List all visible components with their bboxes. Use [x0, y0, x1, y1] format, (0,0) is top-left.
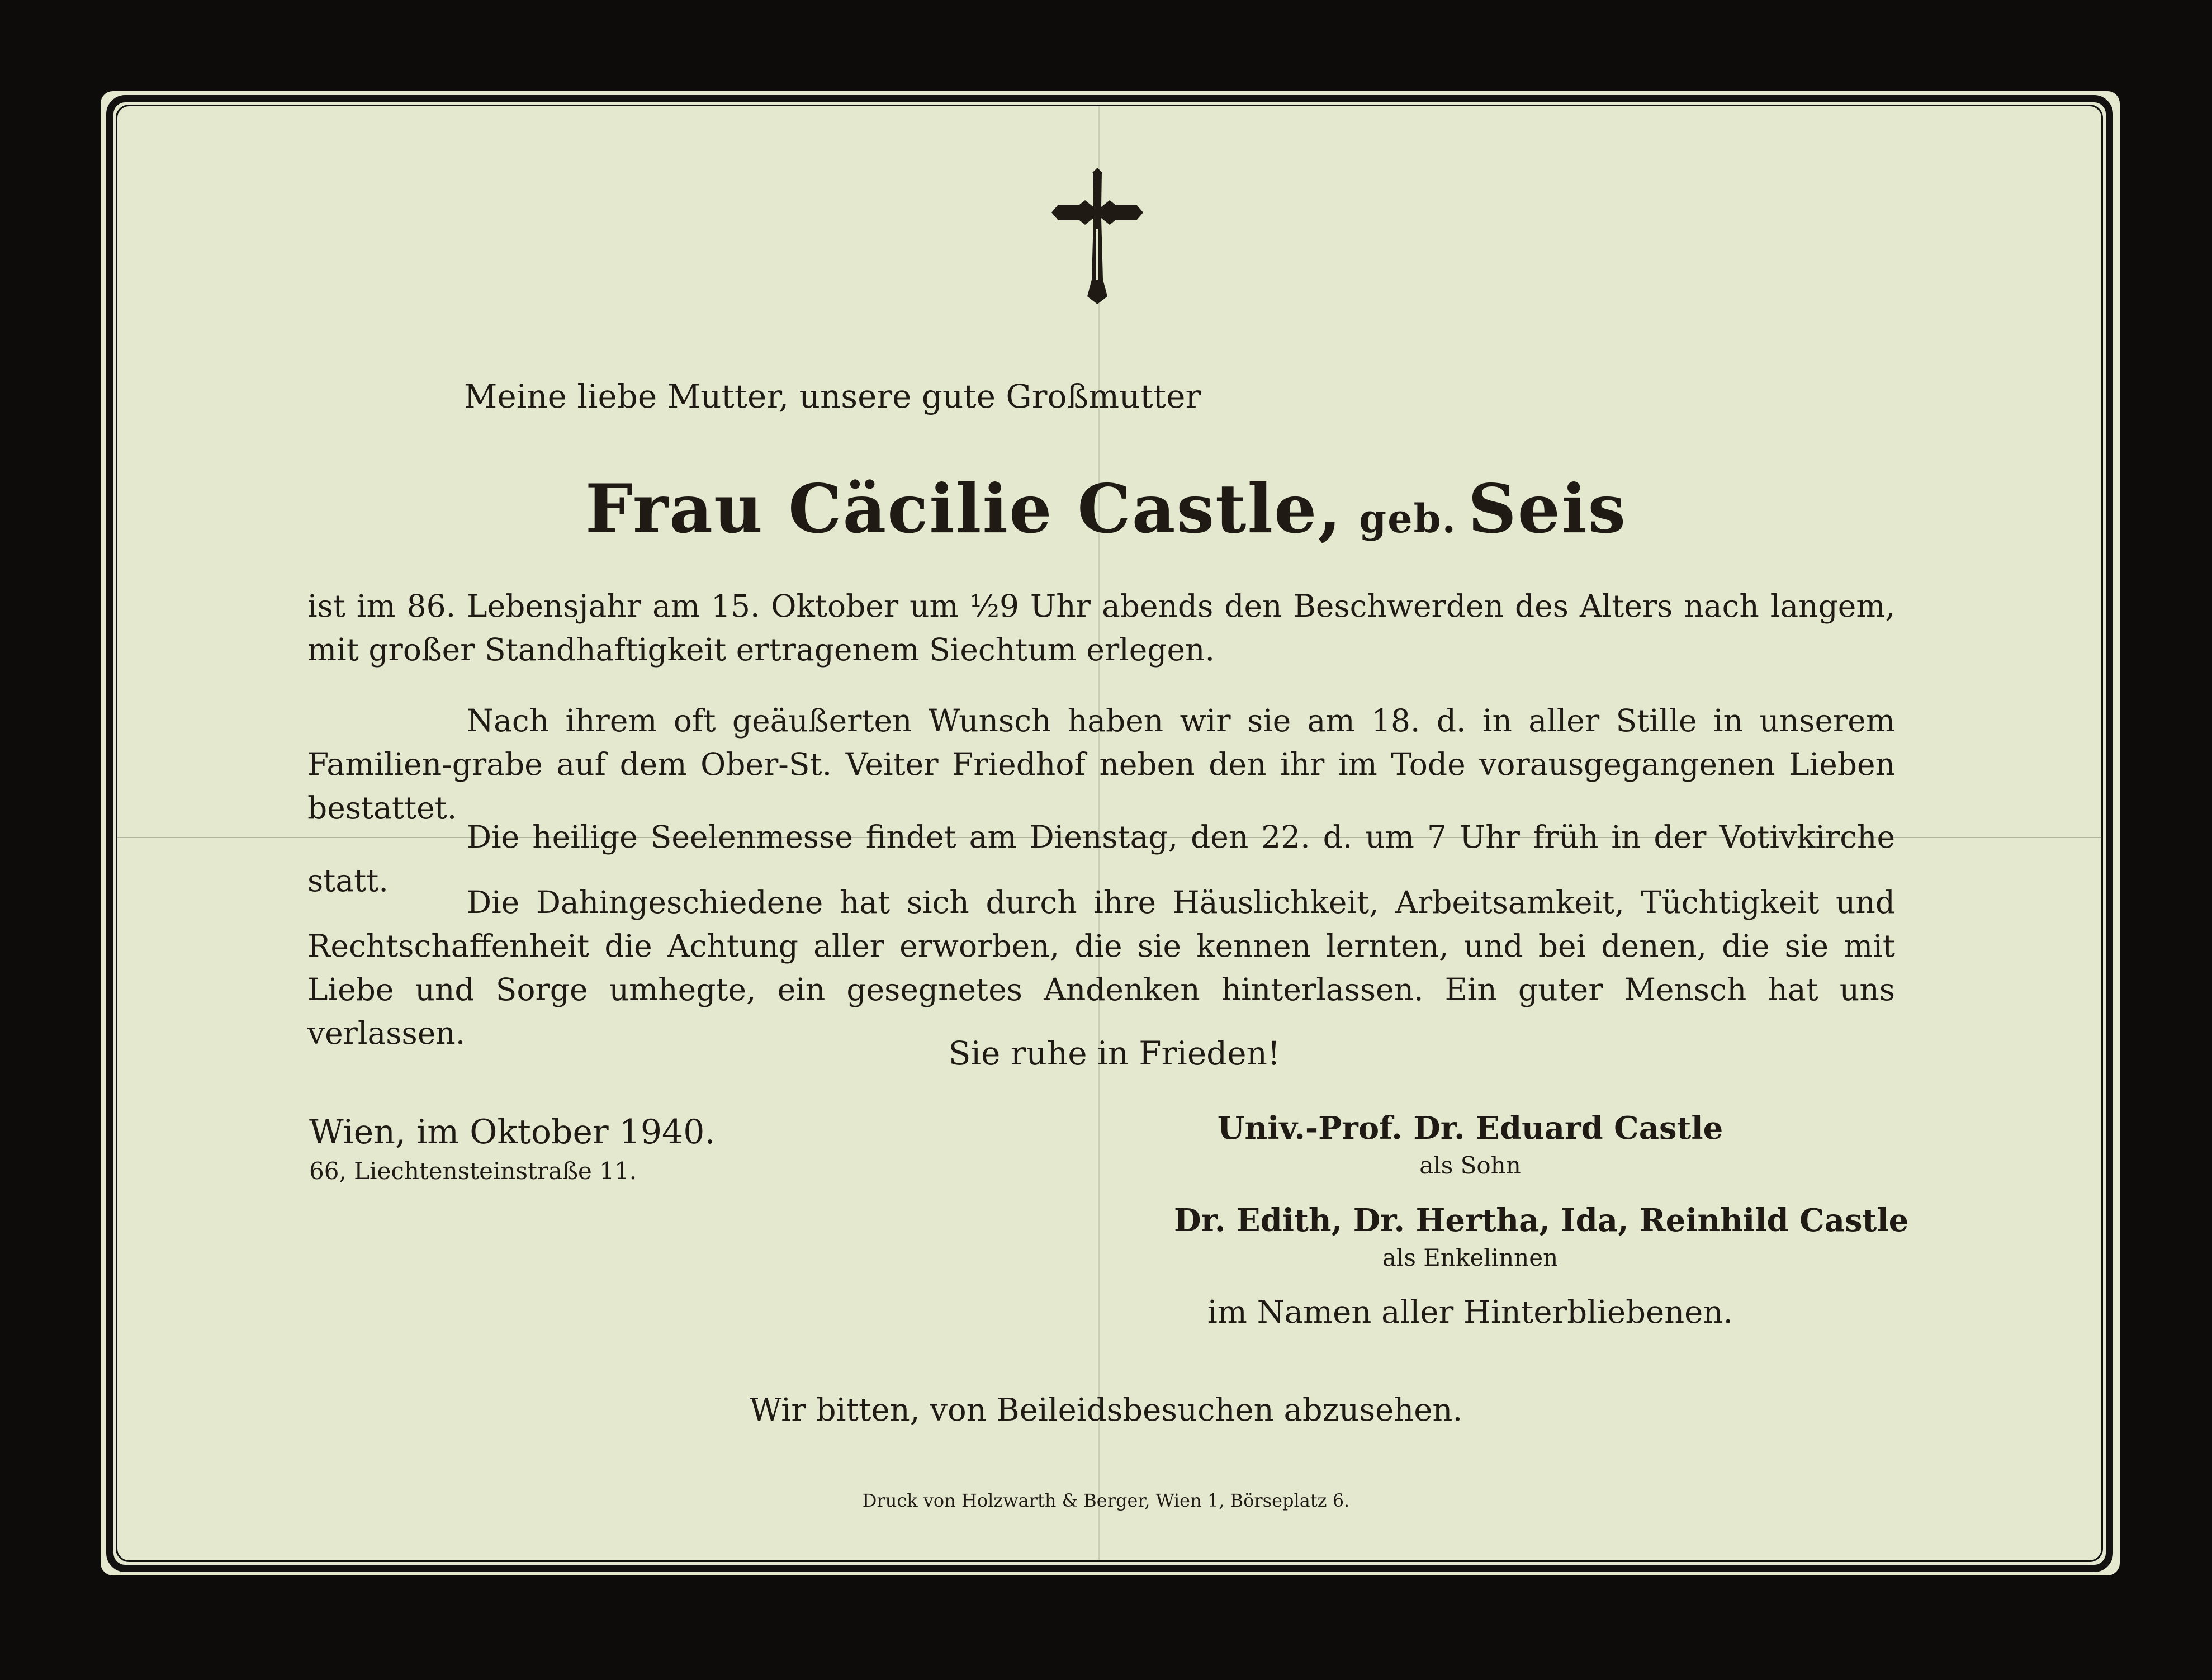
born-abbrev: geb. — [1359, 495, 1457, 542]
deceased-name — [0, 470, 2212, 548]
paragraph-burial: Nach ihrem oft geäußerten Wunsch haben wir sie am 18. d. in aller Stille in unserem Familien-grabe auf dem Ober-St. Veiter Friedhof neben den ihr im Tode vorausgegangenen Lieben bestattet. — [307, 703, 1895, 826]
rest-in-peace: Sie ruhe in Frieden! — [948, 1034, 1281, 1072]
condolence-request: Wir bitten, von Beileidsbesuchen abzusehen. — [749, 1392, 1463, 1428]
intro-line: Meine liebe Mutter, unsere gute Großmutter — [464, 377, 1201, 415]
maiden-name: Seis — [1467, 470, 1627, 548]
deceased-full-name: Frau Cäcilie Castle, — [585, 470, 1343, 548]
paragraph-death: ist im 86. Lebensjahr am 15. Oktober um ½9 Uhr abends den Beschwerden des Alters nach langem, mit großer Standhaftigkeit ertragenem Siechtum erlegen. — [307, 588, 1895, 668]
signatory-granddaughters: Dr. Edith, Dr. Hertha, Ida, Reinhild Castle — [1174, 1202, 1909, 1239]
on-behalf-line: im Namen aller Hinterbliebenen. — [1207, 1294, 1733, 1331]
address: 66, Liechtensteinstraße 11. — [309, 1157, 637, 1185]
signatory-granddaughters-role: als Enkelinnen — [1382, 1244, 1559, 1271]
printer-imprint: Druck von Holzwarth & Berger, Wien 1, Börseplatz 6. — [862, 1490, 1350, 1511]
paragraph-mass: Die heilige Seelenmesse findet am Dienstag, den 22. d. um 7 Uhr früh in der Votivkirche statt. — [307, 819, 1895, 898]
place-date: Wien, im Oktober 1940. — [309, 1113, 716, 1152]
signatory-son: Univ.-Prof. Dr. Eduard Castle — [1217, 1110, 1723, 1147]
signatory-son-role: als Sohn — [1419, 1152, 1521, 1179]
paragraph-tribute: Die Dahingeschiedene hat sich durch ihre Häuslichkeit, Arbeitsamkeit, Tüchtigkeit und Rechtschaffenheit die Achtung aller erworben, die sie kennen lernten, und bei denen, die sie mit Liebe und Sorge umhegte, ein gesegnetes Andenken hinterlassen. Ein guter Mensch hat uns verlassen. — [307, 884, 1895, 1051]
cross-icon — [1047, 168, 1148, 307]
